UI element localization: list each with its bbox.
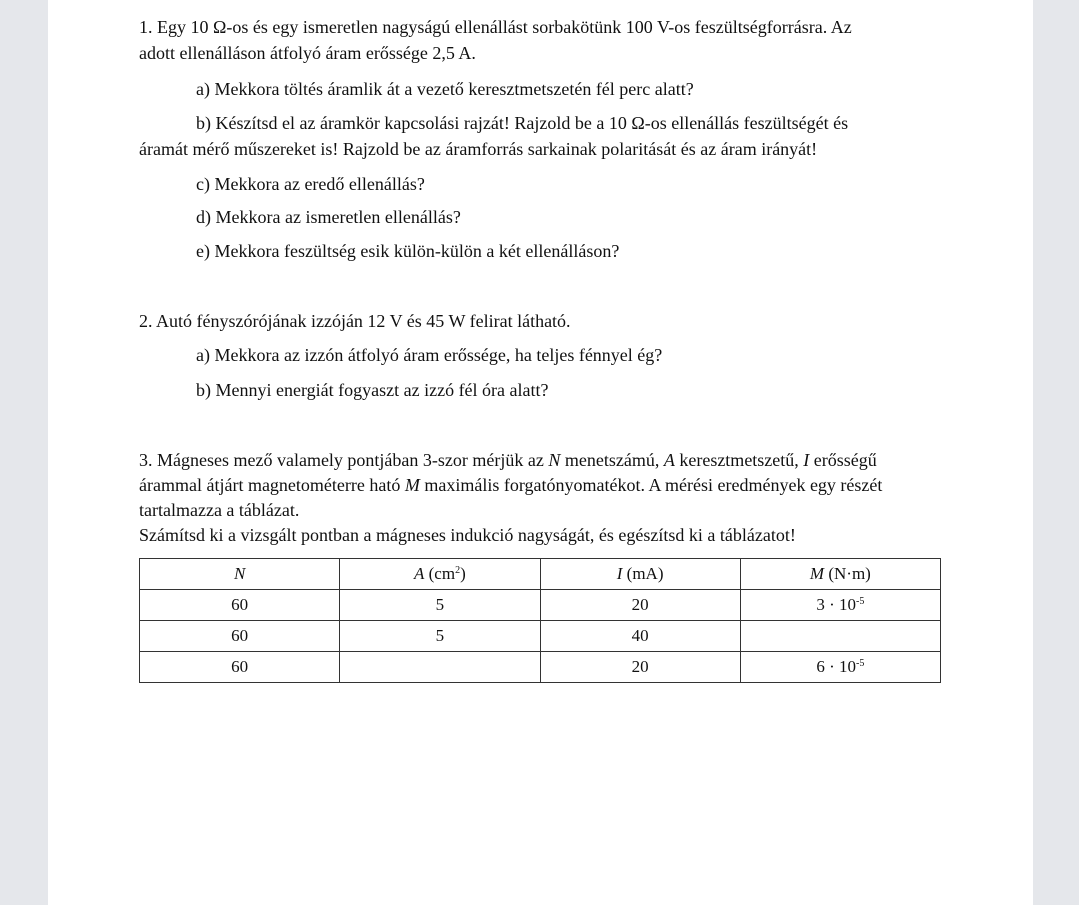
header-unit: (mA) [622,564,664,583]
problem2-question-a: a) Mekkora az izzón átfolyó áram erőssége, ha teljes fénnyel ég? [196,345,663,365]
problem2-intro: 2. Autó fényszórójának izzóján 12 V és 45 W felirat látható. [139,311,571,331]
cell-M-base: 3 · 10 [816,595,857,614]
cell-N: 60 [140,621,340,652]
cell-N: 60 [140,652,340,683]
cell-M-exponent: -5 [856,658,865,669]
symbol-I: I [803,450,810,470]
table-row [140,621,941,652]
problem3-line2 [139,474,882,496]
header-symbol: A [414,564,425,583]
cell-M [740,652,940,683]
header-unit: (cm [424,564,456,583]
measurement-table [139,558,941,683]
problem1-question-c: c) Mekkora az eredő ellenállás? [196,174,425,194]
problem1-question-a: a) Mekkora töltés áramlik át a vezető keresztmetszetén fél perc alatt? [196,79,694,99]
cell-A: 5 [340,621,540,652]
cell-M [740,590,940,621]
problem1-intro-line2: adott ellenálláson átfolyó áram erőssége 2,5 A. [139,43,476,63]
text-fragment: keresztmetszetű, [674,450,804,470]
cell-M [740,621,940,652]
problem3-line3: tartalmazza a táblázat. [139,500,300,520]
table-row [140,652,941,683]
problem3-line1 [139,449,877,471]
symbol-A: A [663,450,675,470]
cell-I: 20 [540,590,740,621]
header-I [540,559,740,590]
text-fragment: erősségű [809,450,877,470]
cell-I: 40 [540,621,740,652]
symbol-N: N [548,450,561,470]
problem1-question-b-line1: b) Készítsd el az áramkör kapcsolási rajzát! Rajzold be a 10 Ω-os ellenállás feszültségét és [196,113,849,133]
text-fragment: menetszámú, [560,450,664,470]
problem1-question-e: e) Mekkora feszültség esik külön-külön a két ellenálláson? [196,241,620,261]
header-N [140,559,340,590]
problem3-line4: Számítsd ki a vizsgált pontban a mágneses indukció nagyságát, és egészítsd ki a táblázatot! [139,525,796,545]
header-symbol: N [233,564,246,583]
text-fragment: maximális forgatónyomatékot. A mérési eredmények egy részét [419,475,883,495]
text-fragment: 3. Mágneses mező valamely pontjában 3-szor mérjük az [139,450,549,470]
cell-A [340,652,540,683]
header-symbol: I [616,564,623,583]
cell-M-base: 6 · 10 [816,657,857,676]
table-header-row [140,559,941,590]
problem1-intro-line1: 1. Egy 10 Ω-os és egy ismeretlen nagyságú ellenállást sorbakötünk 100 V-os feszültségforrásra. Az [139,17,852,37]
symbol-M: M [404,475,420,495]
cell-I: 20 [540,652,740,683]
cell-M-exponent: -5 [856,596,865,607]
document-page [48,0,1033,905]
header-unit-exponent: 2 [455,565,461,576]
header-A [340,559,540,590]
header-M [740,559,940,590]
header-unit: (N·m) [824,564,871,583]
problem1-question-b-line2: áramát mérő műszereket is! Rajzold be az áramforrás sarkainak polaritását és az áram irányát! [139,139,818,159]
text-fragment: árammal átjárt magnetométerre ható [139,475,405,495]
problem2-question-b: b) Mennyi energiát fogyaszt az izzó fél óra alatt? [196,380,549,400]
header-unit: ) [460,564,466,583]
cell-A: 5 [340,590,540,621]
header-symbol: M [809,564,825,583]
cell-N: 60 [140,590,340,621]
table-row [140,590,941,621]
problem1-question-d: d) Mekkora az ismeretlen ellenállás? [196,207,461,227]
